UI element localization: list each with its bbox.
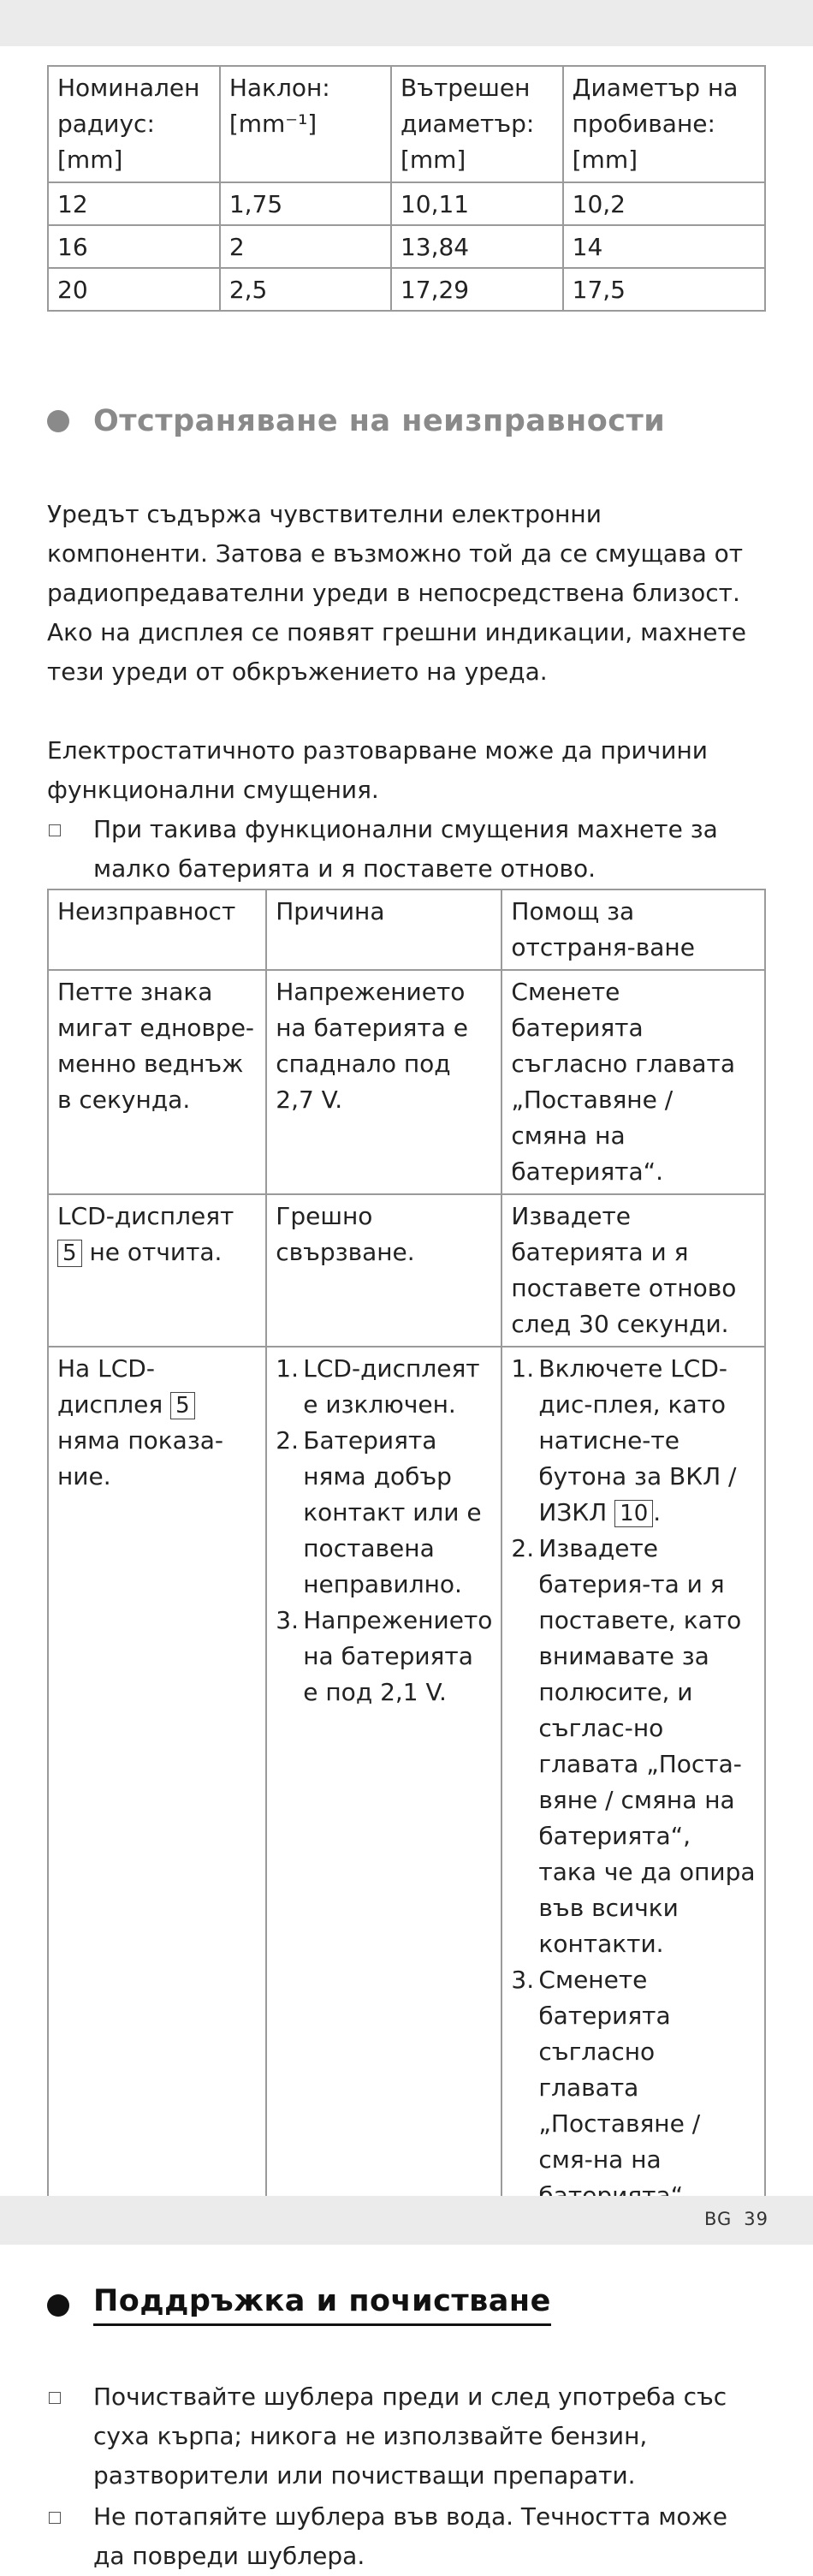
- step-number: 3.: [276, 1606, 299, 1634]
- table-row: [48, 1347, 765, 2218]
- reference-number-box: 10: [614, 1500, 653, 1527]
- page-number: 39: [744, 2209, 768, 2229]
- spec-cell: 17,29: [391, 268, 563, 311]
- spec-table-row: [48, 268, 765, 311]
- fault-cell: [48, 1194, 266, 1347]
- spec-cell: 16: [48, 225, 220, 268]
- spec-cell: 2,5: [220, 268, 391, 311]
- step-text: .: [653, 1498, 662, 1526]
- spec-cell: 14: [563, 225, 765, 268]
- trouble-header-cell: Причина: [266, 889, 501, 970]
- trouble-header-cell: Помощ за отстраня-ване: [501, 889, 765, 970]
- spec-cell: 20: [48, 268, 220, 311]
- step-text: Напрежението на батерията е под 2,1 V.: [303, 1606, 493, 1706]
- bottom-band: [0, 2196, 813, 2245]
- heading-bullet-icon: [47, 410, 69, 432]
- spec-header-cell: Наклон: [mm⁻¹]: [220, 66, 391, 182]
- reference-number-box: 5: [170, 1392, 195, 1419]
- step-text: LCD-дисплеят е изключен.: [303, 1354, 480, 1419]
- page-footer: [692, 2209, 768, 2229]
- list-item: [276, 1351, 492, 1423]
- step-number: 1.: [276, 1354, 299, 1383]
- step-number: 1.: [511, 1354, 535, 1383]
- step-text: Батерията няма добър контакт или е поставена неправилно.: [303, 1426, 482, 1598]
- cause-cell: Грешно свързване.: [266, 1194, 501, 1347]
- spec-cell: 2: [220, 225, 391, 268]
- troubleshooting-heading: [47, 404, 766, 438]
- spec-header-cell: Вътрешен диаметър: [mm]: [391, 66, 563, 182]
- cause-cell: Напрежението на батерията е спаднало под 2,7 V.: [266, 970, 501, 1194]
- troubleshooting-header-row: [48, 889, 765, 970]
- footer-language: BG: [703, 2209, 733, 2229]
- spec-header-cell: Диаметър на пробиване: [mm]: [563, 66, 765, 182]
- troubleshooting-intro: Уредът съдържа чувствителни електронни компоненти. Затова е възможно той да се смущава от радиопредавателни уреди в непосредствена близост. Ако на дисплея се появят грешни индикации, махнете тези уреди от обкръжението на уреда.: [47, 500, 746, 686]
- list-item: [511, 1531, 756, 1962]
- spec-cell: 13,84: [391, 225, 563, 268]
- spec-table-row: [48, 182, 765, 225]
- fault-text: няма показа-ние.: [57, 1426, 223, 1490]
- spec-cell: 10,2: [563, 182, 765, 225]
- table-row: [48, 970, 765, 1194]
- fault-text: LCD-дисплеят: [57, 1202, 234, 1230]
- step-text: Включете LCD-дис-плея, като натисне-те бутона за ВКЛ / ИЗКЛ: [538, 1354, 737, 1526]
- step-number: 2.: [276, 1426, 299, 1455]
- step-number: 2.: [511, 1534, 535, 1562]
- spec-cell: 12: [48, 182, 220, 225]
- step-text: Извадете батерия-та и я поставете, като внимавате за полюсите, и съглас-но главата „Поста-вяне / смяна на батерията“, така че да опира във всички контакти.: [538, 1534, 756, 1958]
- list-item: [276, 1603, 492, 1710]
- list-item-text: Почиствайте шублера преди и след употреба със суха кърпа; никога не използвайте бензин, разтворители или почистващи препарати.: [93, 2383, 727, 2490]
- checkbox-bullet-icon: [49, 824, 61, 836]
- list-item-text: Не потапяйте шублера във вода. Течността може да повреди шублера.: [93, 2502, 728, 2570]
- esd-checklist: [47, 810, 766, 889]
- list-item: [511, 1351, 756, 1531]
- fault-cell: Петте знака мигат едновре-менно веднъж в секунда.: [48, 970, 266, 1194]
- fault-text: На LCD-дисплея: [57, 1354, 163, 1419]
- fault-cell: [48, 1347, 266, 2218]
- spec-table-header-row: [48, 66, 765, 182]
- checkbox-bullet-icon: [49, 2512, 61, 2524]
- remedy-cell: [501, 1347, 765, 2218]
- troubleshooting-title: Отстраняване на неизправности: [93, 404, 666, 438]
- maintenance-checklist: [47, 2377, 766, 2576]
- remedy-cell: Извадете батерията и я поставете отново след 30 секунди.: [501, 1194, 765, 1347]
- reference-number-box: 5: [57, 1240, 82, 1267]
- cause-list: [276, 1351, 492, 1710]
- spec-header-cell: Номинален радиус:[mm]: [48, 66, 220, 182]
- spec-table: [47, 65, 766, 312]
- spec-cell: 17,5: [563, 268, 765, 311]
- table-row: [48, 1194, 765, 1347]
- maintenance-heading: [47, 2284, 766, 2326]
- step-text: Сменете батерията съгласно главата „Поставяне / смя-на на: [538, 1966, 701, 2174]
- list-item: [47, 810, 766, 889]
- spec-table-row: [48, 225, 765, 268]
- step-number: 3.: [511, 1966, 535, 1994]
- list-item: [276, 1423, 492, 1603]
- remedy-cell: Сменете батерията съгласно главата „Поставяне / смяна на батерията“.: [501, 970, 765, 1194]
- checkbox-bullet-icon: [49, 2392, 61, 2404]
- troubleshooting-table: [47, 889, 766, 2219]
- list-item: [511, 1962, 756, 2214]
- trouble-header-cell: Неизправност: [48, 889, 266, 970]
- spec-cell: 10,11: [391, 182, 563, 225]
- spec-cell: 1,75: [220, 182, 391, 225]
- list-item: [47, 2377, 766, 2496]
- heading-bullet-icon: [47, 2294, 69, 2317]
- maintenance-title: Поддръжка и почистване: [93, 2284, 551, 2326]
- remedy-list: [511, 1351, 756, 2214]
- cause-cell: [266, 1347, 501, 2218]
- fault-text: не отчита.: [89, 1238, 223, 1266]
- top-band: [0, 0, 813, 46]
- list-item-text: При такива функционални смущения махнете за малко батерията и я поставете отново.: [93, 815, 718, 883]
- list-item: [47, 2497, 766, 2576]
- esd-note: Електростатичното разтоварване може да причини функционални смущения.: [47, 736, 708, 804]
